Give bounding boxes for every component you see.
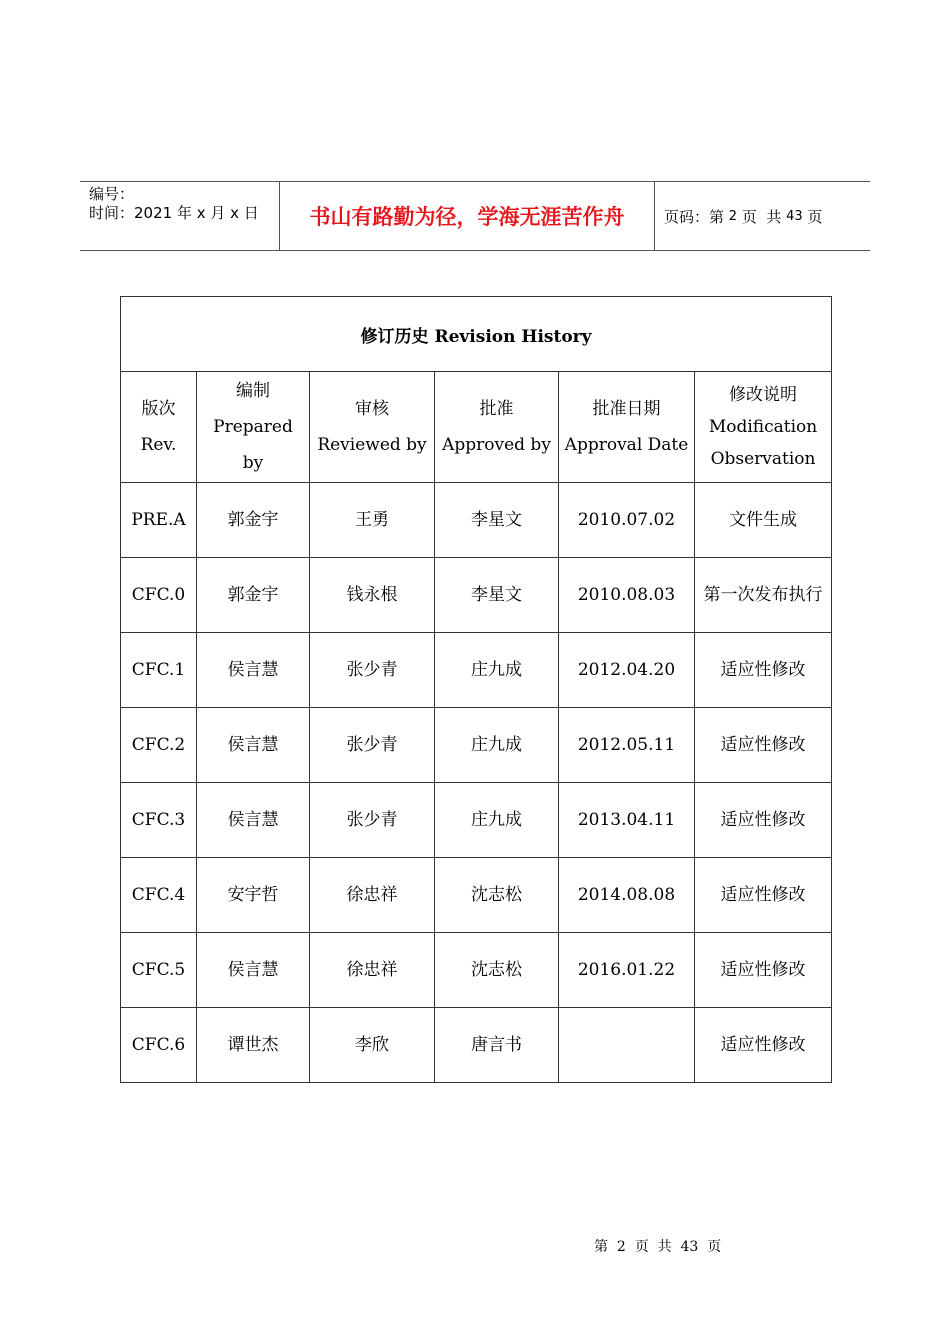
cell-rev: CFC.3 (121, 783, 197, 858)
cell-modification: 文件生成 (695, 483, 832, 558)
cell-rev: PRE.A (121, 483, 197, 558)
cell-approval-date: 2014.08.08 (559, 858, 695, 933)
cell-modification: 适应性修改 (695, 708, 832, 783)
revision-history-table (120, 296, 832, 1083)
column-header-reviewed: 审核 Reviewed by (310, 372, 435, 483)
column-header-rev: 版次 Rev. (121, 372, 197, 483)
cell-reviewed: 王勇 (310, 483, 435, 558)
table-title: 修订历史 Revision History (121, 297, 832, 372)
cell-approved: 庄九成 (435, 783, 559, 858)
cell-modification: 适应性修改 (695, 1008, 832, 1083)
cell-modification: 适应性修改 (695, 633, 832, 708)
page-suffix: 页 (802, 207, 823, 226)
cell-reviewed: 钱永根 (310, 558, 435, 633)
cell-approval-date: 2012.05.11 (559, 708, 695, 783)
cell-reviewed: 张少青 (310, 708, 435, 783)
cell-approval-date: 2012.04.20 (559, 633, 695, 708)
cell-prepared: 安宇哲 (197, 858, 310, 933)
cell-reviewed: 张少青 (310, 633, 435, 708)
cell-approved: 沈志松 (435, 933, 559, 1008)
cell-approval-date: 2010.08.03 (559, 558, 695, 633)
table-title-row (121, 297, 832, 372)
table-row (121, 708, 832, 783)
table-row (121, 483, 832, 558)
column-header-approved: 批准 Approved by (435, 372, 559, 483)
cell-modification: 第一次发布执行 (695, 558, 832, 633)
page-prefix: 页码：第 (664, 207, 729, 226)
page-header (80, 181, 870, 251)
cell-reviewed: 徐忠祥 (310, 858, 435, 933)
table-row (121, 783, 832, 858)
table-row (121, 1008, 832, 1083)
column-header-approval-date: 批准日期 Approval Date (559, 372, 695, 483)
cell-rev: CFC.5 (121, 933, 197, 1008)
cell-prepared: 谭世杰 (197, 1008, 310, 1083)
cell-prepared: 侯言慧 (197, 783, 310, 858)
cell-modification: 适应性修改 (695, 783, 832, 858)
cell-rev: CFC.2 (121, 708, 197, 783)
cell-rev: CFC.1 (121, 633, 197, 708)
cell-prepared: 郭金宇 (197, 483, 310, 558)
table-header-row (121, 372, 832, 483)
table-row (121, 933, 832, 1008)
cell-prepared: 侯言慧 (197, 933, 310, 1008)
document-number-label: 编号： (89, 185, 135, 203)
cell-rev: CFC.0 (121, 558, 197, 633)
cell-reviewed: 李欣 (310, 1008, 435, 1083)
cell-modification: 适应性修改 (695, 858, 832, 933)
cell-modification: 适应性修改 (695, 933, 832, 1008)
cell-approved: 庄九成 (435, 708, 559, 783)
cell-approval-date (559, 1008, 695, 1083)
cell-approval-date: 2013.04.11 (559, 783, 695, 858)
cell-approved: 李星文 (435, 483, 559, 558)
cell-prepared: 侯言慧 (197, 708, 310, 783)
cell-rev: CFC.6 (121, 1008, 197, 1083)
page-total: 43 (786, 208, 803, 224)
cell-approved: 庄九成 (435, 633, 559, 708)
column-header-prepared: 编制 Prepared by (197, 372, 310, 483)
header-page-number (655, 182, 870, 250)
page-middle: 页 共 (737, 207, 787, 226)
cell-approved: 李星文 (435, 558, 559, 633)
document-time-label: 时间：2021 年 x 月 x 日 (89, 204, 259, 222)
table-row (121, 858, 832, 933)
cell-prepared: 郭金宇 (197, 558, 310, 633)
cell-approval-date: 2016.01.22 (559, 933, 695, 1008)
page-footer: 第 2 页 共 43 页 (594, 1239, 722, 1255)
table-row (121, 633, 832, 708)
table-row (121, 558, 832, 633)
cell-approved: 唐言书 (435, 1008, 559, 1083)
cell-rev: CFC.4 (121, 858, 197, 933)
page-current: 2 (728, 208, 738, 224)
cell-reviewed: 张少青 (310, 783, 435, 858)
header-motto: 书山有路勤为径，学海无涯苦作舟 (280, 182, 655, 250)
cell-prepared: 侯言慧 (197, 633, 310, 708)
column-header-modification: 修改说明 Modification Observation (695, 372, 832, 483)
cell-approval-date: 2010.07.02 (559, 483, 695, 558)
header-meta (80, 182, 280, 250)
cell-reviewed: 徐忠祥 (310, 933, 435, 1008)
cell-approved: 沈志松 (435, 858, 559, 933)
